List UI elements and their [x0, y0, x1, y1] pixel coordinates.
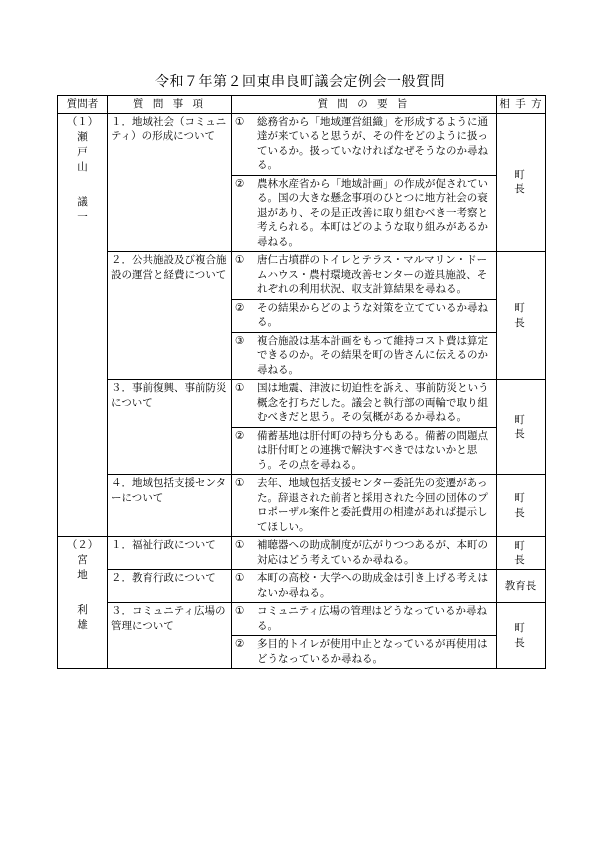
table-row	[58, 113, 546, 175]
point-mark: ①	[235, 605, 245, 617]
question-item: ３．事前復興、事前防災について	[108, 380, 232, 475]
point-row	[235, 637, 492, 666]
point-mark: ①	[235, 539, 245, 551]
question-item: ２．教育行政について	[108, 570, 232, 603]
point-mark: ①	[235, 477, 245, 489]
respondent-cell: 町 長	[497, 252, 546, 380]
respondent-cell: 町 長	[497, 603, 546, 669]
respondent-cell: 町 長	[497, 113, 546, 252]
point-mark: ②	[235, 429, 245, 442]
respondent-cell: 町 長	[497, 380, 546, 475]
asker-name-char: 宮	[77, 554, 88, 566]
point-row	[235, 538, 492, 567]
asker-name-char: 戸	[77, 145, 88, 158]
point-mark: ①	[235, 382, 245, 394]
asker-name-char: 山	[77, 160, 88, 173]
point-text: 補聴器への助成制度が広がりつつあるが、本町の対応はどう考えているか尋ねる。	[257, 539, 488, 566]
point-text: その結果からどのような対策を立てているか尋ねる。	[257, 301, 488, 328]
point-mark: ②	[235, 638, 245, 650]
question-point	[232, 252, 497, 300]
point-row	[235, 604, 492, 633]
question-point	[232, 175, 497, 252]
question-point	[232, 113, 497, 175]
point-text: 唐仁古墳群のトイレとテラス・マルマリン・ドームハウス・農村環境改善センターの遊具施設、それぞれの利用状況、収支計算結果を尋ねる。	[257, 254, 488, 295]
question-item: ３．コミュニティ広場の管理について	[108, 603, 232, 669]
point-mark: ①	[235, 254, 245, 266]
respondent-cell: 町 長	[497, 475, 546, 537]
point-row	[235, 301, 492, 330]
point-row	[235, 177, 492, 250]
respondent-cell: 町 長	[497, 537, 546, 570]
question-point	[232, 537, 497, 570]
asker-number: （２）	[66, 539, 99, 551]
question-item: ２．公共施設及び複合施設の運営と経費について	[108, 252, 232, 380]
header-asker: 質問者	[58, 96, 108, 114]
page-title: 令和７年第２回東串良町議会定例会一般質問	[155, 74, 445, 90]
table-row	[58, 252, 546, 300]
question-item: １．福祉行政について	[108, 537, 232, 570]
question-point	[232, 636, 497, 669]
point-row	[235, 115, 492, 173]
question-item: ４．地域包括支援センターについて	[108, 475, 232, 537]
table-row	[58, 475, 546, 537]
question-point	[232, 380, 497, 428]
point-mark: ①	[235, 572, 245, 584]
point-row	[235, 334, 492, 378]
point-row	[235, 571, 492, 600]
point-mark: ③	[235, 334, 245, 347]
header-point: 質 問 の 要 旨	[232, 96, 497, 114]
point-mark: ①	[235, 115, 245, 128]
point-text: コミュニティ広場の管理はどうなっているか尋ねる。	[257, 605, 487, 632]
point-text: 去年、地域包括支援センター委託先の変遷があった。辞退された前者と採用された今回の団体のプロポーザル案件と委託費用の相違があれば提示してほしい。	[257, 477, 488, 533]
point-text: 総務省から「地域運営組織」を形成するように通達が来ていると思うが、その件をどのように扱っているか。扱っていなければなぜそうなのか尋ねる。	[257, 115, 488, 171]
question-table	[57, 95, 546, 669]
table-row	[58, 603, 546, 636]
question-point	[232, 427, 497, 475]
respondent-cell: 教育長	[497, 570, 546, 603]
asker-cell	[58, 113, 108, 537]
asker-name-char: 瀬	[77, 130, 88, 143]
point-row	[235, 253, 492, 297]
point-text: 複合施設は基本計画をもって維持コスト費は算定できるのか。その結果を町の皆さんに伝えるのか尋ねる。	[257, 334, 488, 376]
point-row	[235, 476, 492, 534]
asker-name-char: 一	[77, 210, 88, 223]
question-point	[232, 570, 497, 603]
question-point	[232, 475, 497, 537]
asker-number: （１）	[66, 115, 99, 128]
asker-name-char: 雄	[77, 619, 88, 631]
point-text: 国は地震、津波に切迫性を訴え、事前防災という概念を打ちだした。議会と執行部の両輪で取り組むべきだと思う。その気概があるか尋ねる。	[257, 382, 489, 423]
asker-name-char: 利	[77, 604, 88, 616]
header-respondent: 相 手 方	[497, 96, 546, 114]
question-point	[232, 299, 497, 332]
asker-cell	[58, 537, 108, 669]
table-row	[58, 537, 546, 570]
point-text: 農林水産省から「地域計画」の作成が促されている。国の大きな懸念事項のひとつに地方社会の衰退があり、その是正改善に取り組むべき一考察と考えられる。本町はどのような取り組みがあるか尋ねる。	[257, 177, 488, 248]
asker-name-char: 地	[77, 569, 88, 581]
table-row	[58, 380, 546, 428]
asker-name-char: 議	[77, 195, 88, 208]
question-point	[232, 332, 497, 380]
point-mark: ②	[235, 301, 245, 314]
question-item: １．地域社会（コミュニティ）の形成について	[108, 113, 232, 252]
point-row	[235, 381, 492, 425]
point-text: 多目的トイレが使用中止となっているが再使用はどうなっているか尋ねる。	[257, 638, 488, 665]
point-text: 本町の高校・大学への助成金は引き上げる考えはないか尋ねる。	[257, 572, 488, 599]
header-row	[58, 96, 546, 114]
name-gap	[58, 583, 107, 603]
table-row	[58, 570, 546, 603]
point-mark: ②	[235, 177, 245, 190]
question-point	[232, 603, 497, 636]
point-row	[235, 429, 492, 473]
point-text: 備蓄基地は肝付町の持ち分もある。備蓄の問題点は肝付町との連携で解決すべきではないかと思う。その点を尋ねる。	[257, 429, 488, 471]
header-item: 質 問 事 項	[108, 96, 232, 114]
name-gap	[58, 175, 107, 195]
